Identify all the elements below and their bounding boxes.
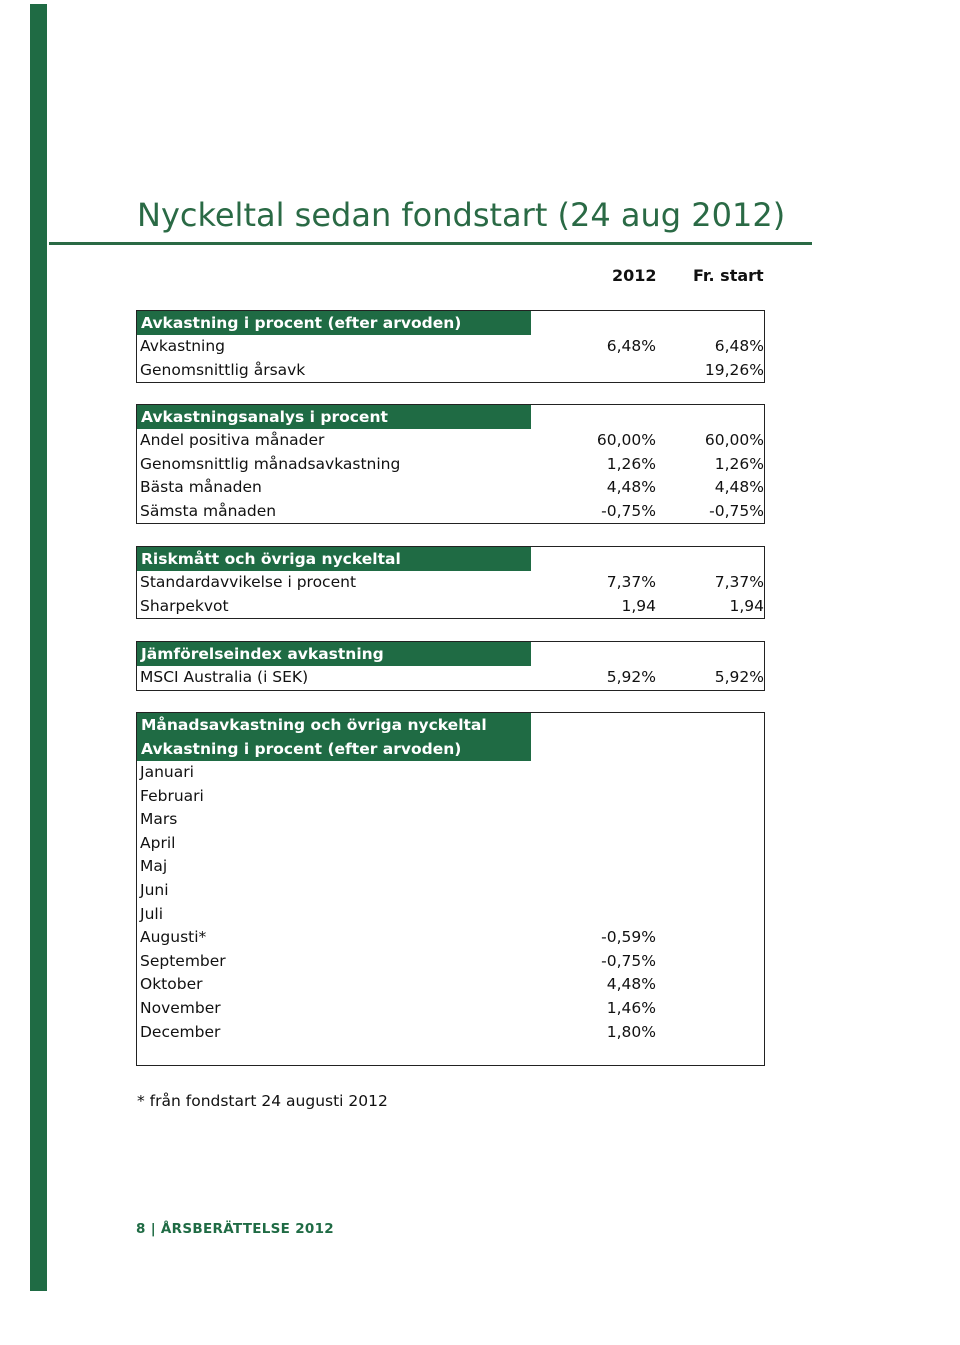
row-label: Januari bbox=[140, 763, 194, 781]
column-header-fr-start: Fr. start bbox=[693, 266, 764, 285]
row-label: September bbox=[140, 951, 226, 970]
page-footer: 8 | ÅRSBERÄTTELSE 2012 bbox=[136, 1221, 334, 1237]
value-fr-start: 19,26% bbox=[704, 360, 764, 379]
value-2012: 60,00% bbox=[596, 431, 656, 449]
row-label: December bbox=[140, 1022, 221, 1041]
section-header: Avkastningsanalys i procent bbox=[137, 405, 531, 429]
value-2012: -0,75% bbox=[601, 501, 656, 520]
table-row bbox=[137, 359, 764, 383]
value-fr-start: 5,92% bbox=[714, 668, 764, 686]
table-row bbox=[137, 879, 764, 903]
table-row bbox=[137, 973, 764, 997]
table-manadsavkastning bbox=[136, 712, 765, 1066]
row-label: Mars bbox=[140, 810, 178, 829]
row-label: Andel positiva månader bbox=[140, 431, 325, 449]
value-fr-start: 60,00% bbox=[704, 431, 764, 449]
row-label: Augusti* bbox=[140, 928, 207, 947]
value-2012: 1,46% bbox=[606, 998, 656, 1017]
section-header: Månadsavkastning och övriga nyckeltal bbox=[137, 713, 531, 737]
value-2012: 1,80% bbox=[606, 1022, 656, 1041]
value-fr-start: 7,37% bbox=[714, 573, 764, 591]
value-2012: -0,59% bbox=[601, 928, 656, 947]
table-row bbox=[137, 571, 764, 595]
page-title: Nyckeltal sedan fondstart (24 aug 2012) bbox=[137, 196, 786, 234]
table-row bbox=[137, 832, 764, 856]
table-row bbox=[137, 903, 764, 927]
table-row bbox=[137, 429, 764, 453]
table-row bbox=[137, 761, 764, 785]
row-label: Avkastning bbox=[140, 337, 226, 355]
footnote: * från fondstart 24 augusti 2012 bbox=[137, 1092, 388, 1110]
table-row bbox=[137, 595, 764, 619]
table-jamforelseindex bbox=[136, 641, 765, 691]
value-2012: 1,26% bbox=[606, 454, 656, 473]
column-header-2012: 2012 bbox=[612, 266, 657, 285]
table-riskmatt bbox=[136, 546, 765, 619]
row-label: Sämsta månaden bbox=[140, 501, 277, 520]
section-header: Riskmått och övriga nyckeltal bbox=[137, 547, 531, 571]
value-fr-start: 1,94 bbox=[729, 596, 764, 615]
row-label: Genomsnittlig månadsavkastning bbox=[140, 454, 401, 473]
table-avkastningsanalys bbox=[136, 404, 765, 524]
table-row bbox=[137, 808, 764, 832]
value-fr-start: 6,48% bbox=[714, 337, 764, 355]
table-row bbox=[137, 453, 764, 477]
table-row bbox=[137, 997, 764, 1021]
value-2012: 6,48% bbox=[606, 337, 656, 355]
title-divider bbox=[49, 242, 812, 245]
value-2012: 4,48% bbox=[606, 975, 656, 994]
table-row bbox=[137, 785, 764, 809]
row-label: Genomsnittlig årsavk bbox=[140, 360, 306, 379]
section-subheader: Avkastning i procent (efter arvoden) bbox=[137, 737, 531, 761]
value-2012: 1,94 bbox=[621, 596, 656, 615]
section-header: Avkastning i procent (efter arvoden) bbox=[137, 311, 531, 335]
table-row bbox=[137, 926, 764, 950]
row-label: Standardavvikelse i procent bbox=[140, 573, 357, 591]
row-label: Juli bbox=[140, 904, 164, 923]
row-label: MSCI Australia (i SEK) bbox=[140, 668, 309, 686]
table-row bbox=[137, 500, 764, 524]
row-label: Juni bbox=[140, 880, 169, 899]
table-row bbox=[137, 855, 764, 879]
table-row bbox=[137, 476, 764, 500]
side-accent-bar bbox=[30, 4, 47, 1291]
value-2012: -0,75% bbox=[601, 951, 656, 970]
value-2012: 5,92% bbox=[606, 668, 656, 686]
table-row bbox=[137, 666, 764, 690]
table-avkastning bbox=[136, 310, 765, 383]
table-row bbox=[137, 950, 764, 974]
row-label: April bbox=[140, 833, 176, 852]
row-label: Sharpekvot bbox=[140, 596, 229, 615]
value-fr-start: 1,26% bbox=[714, 454, 764, 473]
value-fr-start: 4,48% bbox=[714, 478, 764, 497]
row-label: Bästa månaden bbox=[140, 478, 262, 497]
value-2012: 4,48% bbox=[606, 478, 656, 497]
section-header: Jämförelseindex avkastning bbox=[137, 642, 531, 666]
row-label: Maj bbox=[140, 857, 168, 876]
table-row bbox=[137, 335, 764, 359]
table-row bbox=[137, 1021, 764, 1045]
row-label: Februari bbox=[140, 786, 204, 805]
row-label: Oktober bbox=[140, 975, 203, 994]
value-2012: 7,37% bbox=[606, 573, 656, 591]
row-label: November bbox=[140, 998, 221, 1017]
value-fr-start: -0,75% bbox=[709, 501, 764, 520]
